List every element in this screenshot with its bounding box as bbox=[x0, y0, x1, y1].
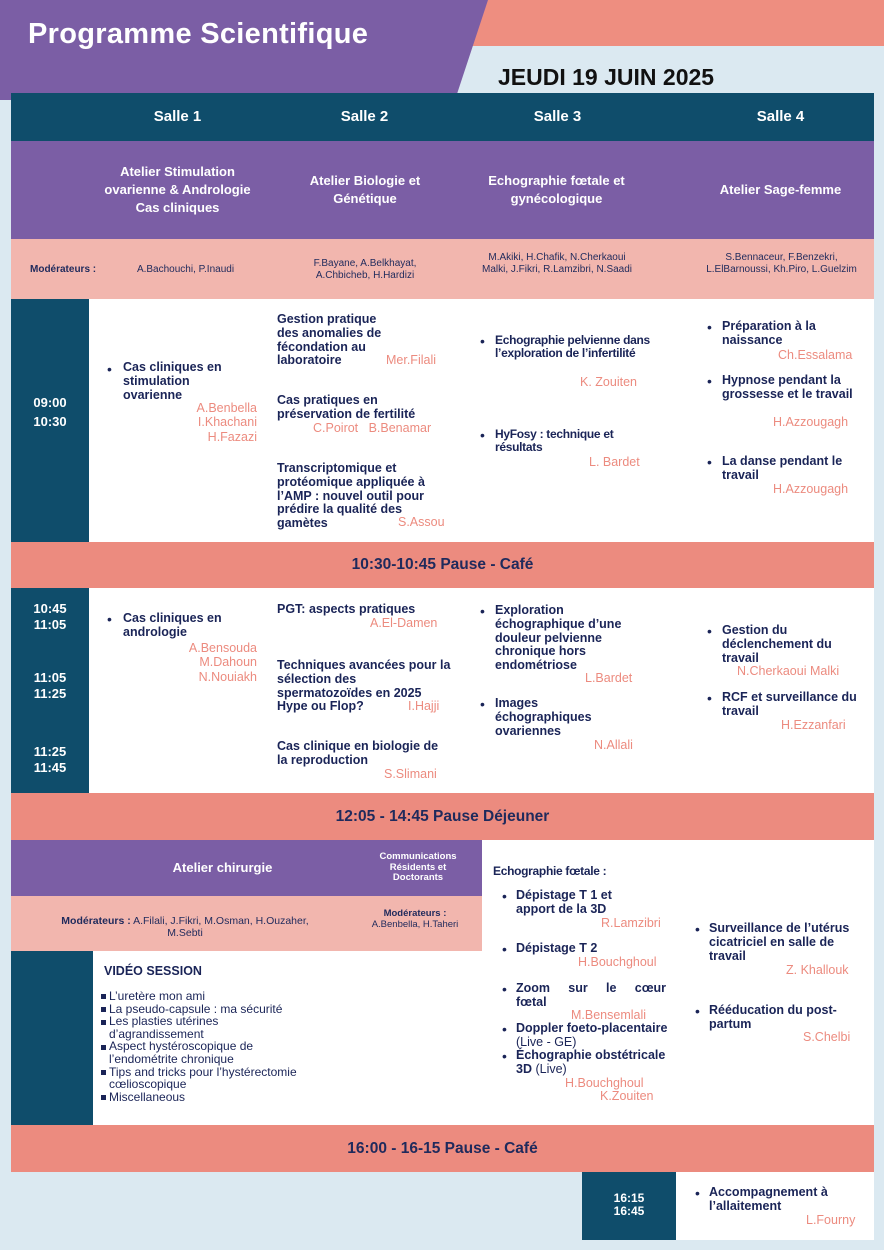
bullet-icon: • bbox=[480, 333, 485, 349]
talk-note: (Live) bbox=[535, 1061, 567, 1076]
talk-title: Préparation à la naissance bbox=[722, 319, 816, 347]
video-item bbox=[101, 1066, 346, 1091]
talk-speaker: H.Azzougagh bbox=[773, 482, 849, 496]
room-3-label: Salle 3 bbox=[533, 108, 582, 125]
bullet-icon: • bbox=[707, 454, 712, 470]
speaker-name: A.Benbella bbox=[196, 401, 257, 415]
page-title: Programme Scientifique bbox=[28, 18, 369, 50]
talk-speaker: H.Bouchghoul bbox=[565, 1076, 644, 1090]
bullet-icon: • bbox=[107, 361, 112, 377]
talk-title bbox=[516, 1022, 668, 1050]
talk-title: Cas pratiques en préservation de fertilité bbox=[277, 393, 416, 421]
bullet-icon: • bbox=[695, 1185, 700, 1201]
talk-title: Gestion du déclenchement du travail bbox=[722, 623, 832, 665]
moderators-communications bbox=[365, 909, 465, 931]
talk-speaker: S.Assou bbox=[398, 515, 445, 529]
workshop-salle-3: Echographie fœtale et gynécologique bbox=[488, 172, 625, 206]
talk-title: Zoom sur le cœur fœtal bbox=[516, 981, 666, 1009]
moderators-names: A.Benbella, H.Taheri bbox=[371, 918, 459, 930]
talk-speaker: L.Fourny bbox=[806, 1213, 856, 1227]
talk-title: Dépistage T 1 et apport de la 3D bbox=[516, 888, 612, 916]
talk-title: HyFosy : technique et résultats bbox=[495, 427, 614, 455]
workshop-salle-1: Atelier Stimulation ovarienne & Andrologie Cas cliniques bbox=[104, 163, 251, 216]
talk-title: Images échographiques ovariennes bbox=[495, 696, 592, 738]
video-item-label: Tips and tricks pour l’hystérectomie cœlioscopique bbox=[109, 1064, 297, 1092]
bullet-icon: • bbox=[480, 427, 485, 443]
moderators-chirurgie bbox=[55, 915, 315, 939]
talk-title: Rééducation du post-partum bbox=[709, 1003, 837, 1031]
talk-speaker: C.Poirot B.Benamar bbox=[313, 421, 432, 435]
time-block-1 bbox=[11, 394, 89, 432]
bullet-icon: • bbox=[707, 690, 712, 706]
video-item bbox=[101, 1091, 346, 1104]
moderators-label: Modérateurs : bbox=[61, 915, 131, 927]
header-bg-salmon bbox=[440, 0, 884, 46]
time-end: 11:05 bbox=[33, 617, 67, 633]
talk-speaker: S.Slimani bbox=[384, 767, 437, 781]
talk-speaker: S.Chelbi bbox=[803, 1030, 851, 1044]
talk-title: Cas cliniques en stimulation ovarienne bbox=[123, 360, 222, 402]
talk-speaker: K. Zouiten bbox=[580, 375, 637, 389]
talk-speakers bbox=[150, 401, 257, 444]
talk-title: Accompagnement à l’allaitement bbox=[709, 1185, 828, 1213]
room-1-label: Salle 1 bbox=[153, 108, 202, 125]
speaker-name: H.Fazazi bbox=[207, 429, 257, 444]
time-slot-3 bbox=[11, 744, 89, 777]
talk-speaker: Mer.Filali bbox=[386, 353, 437, 367]
bullet-icon: • bbox=[707, 373, 712, 389]
bullet-icon: • bbox=[502, 941, 507, 957]
video-item-label: Miscellaneous bbox=[109, 1089, 186, 1104]
talk-title: La danse pendant le travail bbox=[722, 454, 843, 482]
talk-title: Transcriptomique et protéomique appliquée à l’AMP : nouvel outil pour prédire la qualité des gamètes bbox=[277, 461, 425, 530]
square-bullet-icon bbox=[101, 1095, 106, 1100]
time-block-4 bbox=[582, 1192, 676, 1218]
talk-speaker: R.Lamzibri bbox=[601, 916, 661, 930]
talk-title-text: Échographie obstétricale 3D bbox=[516, 1048, 666, 1076]
video-item bbox=[101, 1015, 346, 1040]
bullet-icon: • bbox=[502, 981, 507, 997]
time-column-3 bbox=[11, 951, 93, 1125]
time-start: 09:00 bbox=[33, 395, 67, 410]
speaker-name: A.Bensouda bbox=[188, 641, 257, 655]
square-bullet-icon bbox=[101, 1070, 106, 1075]
speaker-name: N.Nouiakh bbox=[198, 669, 257, 684]
bullet-icon: • bbox=[480, 603, 485, 619]
talk-speaker: H.Azzougagh bbox=[773, 415, 849, 429]
talk-title: Hypnose pendant la grossesse et le travail bbox=[722, 373, 853, 401]
video-item-label: L’uretère mon ami bbox=[109, 989, 206, 1003]
talk-speaker: I.Hajji bbox=[408, 699, 440, 713]
bullet-icon: • bbox=[502, 1048, 507, 1064]
bullet-icon: • bbox=[695, 1003, 700, 1019]
talk-title: Surveillance de l’utérus cicatriciel en salle de travail bbox=[709, 921, 850, 963]
talk-speaker: L. Bardet bbox=[589, 455, 640, 469]
bullet-icon: • bbox=[502, 888, 507, 904]
talk-speaker: N.Cherkaoui Malki bbox=[737, 664, 840, 678]
time-start: 10:45 bbox=[33, 601, 67, 616]
talk-title: Exploration échographique d’une douleur pelvienne chronique hors endométriose bbox=[495, 603, 622, 672]
square-bullet-icon bbox=[101, 994, 106, 999]
video-item-label: Les plasties utérines d’agrandissement bbox=[109, 1014, 219, 1041]
talk-title: PGT: aspects pratiques bbox=[277, 602, 416, 616]
time-end: 16:45 bbox=[613, 1204, 645, 1219]
event-date: JEUDI 19 JUIN 2025 bbox=[498, 64, 715, 90]
workshop-communications: Communications Résidents et Doctorants bbox=[379, 851, 457, 884]
moderators-salle-2: F.Bayane, A.Belkhayat, A.Chbicheb, H.Hardizi bbox=[313, 258, 417, 281]
room-2-label: Salle 2 bbox=[340, 108, 389, 125]
moderators-names: A.Filali, J.Fikri, M.Osman, H.Ouzaher, M.Sebti bbox=[133, 915, 309, 940]
talk-title: Dépistage T 2 bbox=[516, 941, 598, 955]
time-end: 11:45 bbox=[33, 760, 67, 776]
moderators-salle-1: A.Bachouchi, P.Inaudi bbox=[136, 264, 235, 275]
talk-title: Cas cliniques en andrologie bbox=[123, 611, 222, 639]
time-start: 11:25 bbox=[33, 744, 67, 759]
talk-speaker: Ch.Essalama bbox=[778, 348, 853, 362]
video-item bbox=[101, 1040, 346, 1065]
talk-speaker: H.Bouchghoul bbox=[578, 955, 657, 969]
time-start: 11:05 bbox=[33, 670, 67, 685]
talk-title: Techniques avancées pour la sélection des spermatozoïdes en 2025 Hype ou Flop? bbox=[277, 658, 451, 714]
talk-speaker: A.El-Damen bbox=[370, 616, 438, 630]
talk-speaker: M.Bensemlali bbox=[571, 1008, 647, 1022]
echo-title: Echographie fœtale : bbox=[493, 864, 607, 878]
talk-note: (Live - GE) bbox=[516, 1034, 577, 1049]
talk-title-text: Doppler foeto-placentaire bbox=[516, 1021, 668, 1035]
speaker-name: M.Dahoun bbox=[199, 655, 257, 670]
moderators-label: Modérateurs : bbox=[383, 908, 447, 919]
moderators-label: Modérateurs : bbox=[30, 264, 97, 275]
moderators-salle-3: M.Akiki, H.Chafik, N.Cherkaoui Malki, J.Fikri, R.Lamzibri, N.Saadi bbox=[481, 252, 633, 275]
workshop-chirurgie: Atelier chirurgie bbox=[172, 859, 273, 875]
talk-speaker: L.Bardet bbox=[585, 671, 633, 685]
video-item-label: Aspect hystéroscopique de l’endométrite chronique bbox=[109, 1039, 254, 1066]
bullet-icon: • bbox=[695, 921, 700, 937]
time-slot-1 bbox=[11, 601, 89, 634]
workshop-salle-2: Atelier Biologie et Génétique bbox=[309, 172, 421, 206]
talk-speaker: Z. Khallouk bbox=[786, 963, 849, 977]
bullet-icon: • bbox=[707, 319, 712, 335]
bullet-icon: • bbox=[107, 611, 112, 627]
pause-dejeuner: 12:05 - 14:45 Pause Déjeuner bbox=[11, 793, 874, 840]
talk-speakers bbox=[150, 641, 257, 684]
time-end: 11:25 bbox=[33, 686, 67, 702]
talk-speaker: K.Zouiten bbox=[600, 1089, 654, 1103]
room-4-label: Salle 4 bbox=[756, 108, 805, 125]
video-session-title: VIDÉO SESSION bbox=[104, 964, 202, 978]
moderators-salle-4: S.Bennaceur, F.Benzekri, L.ElBarnoussi, Kh.Piro, L.Guelzim bbox=[706, 252, 857, 275]
talk-title: RCF et surveillance du travail bbox=[722, 690, 857, 718]
bullet-icon: • bbox=[480, 696, 485, 712]
time-slot-2 bbox=[11, 670, 89, 703]
time-end: 10:30 bbox=[33, 413, 67, 429]
pause-cafe-2: 16:00 - 16-15 Pause - Café bbox=[11, 1125, 874, 1172]
talk-title: Cas clinique en biologie de la reproduction bbox=[277, 739, 439, 767]
bullet-icon: • bbox=[707, 623, 712, 639]
talk-speaker: H.Ezzanfari bbox=[781, 718, 846, 732]
talk-title: Gestion pratique des anomalies de fécondation au laboratoire bbox=[277, 312, 382, 368]
workshop-salle-4: Atelier Sage-femme bbox=[719, 181, 842, 197]
speaker-name: I.Khachani bbox=[197, 415, 257, 430]
square-bullet-icon bbox=[101, 1007, 106, 1012]
time-start: 16:15 bbox=[613, 1191, 645, 1205]
pause-cafe-1: 10:30-10:45 Pause - Café bbox=[11, 542, 874, 588]
video-list bbox=[101, 990, 346, 1103]
talk-speaker: N.Allali bbox=[594, 738, 633, 752]
talk-title: Echographie pelvienne dans l’exploration de l’infertilité bbox=[495, 333, 650, 361]
talk-title bbox=[516, 1049, 671, 1077]
square-bullet-icon bbox=[101, 1045, 106, 1050]
video-item-label: La pseudo-capsule : ma sécurité bbox=[109, 1001, 283, 1016]
bullet-icon: • bbox=[502, 1021, 507, 1037]
square-bullet-icon bbox=[101, 1020, 106, 1025]
